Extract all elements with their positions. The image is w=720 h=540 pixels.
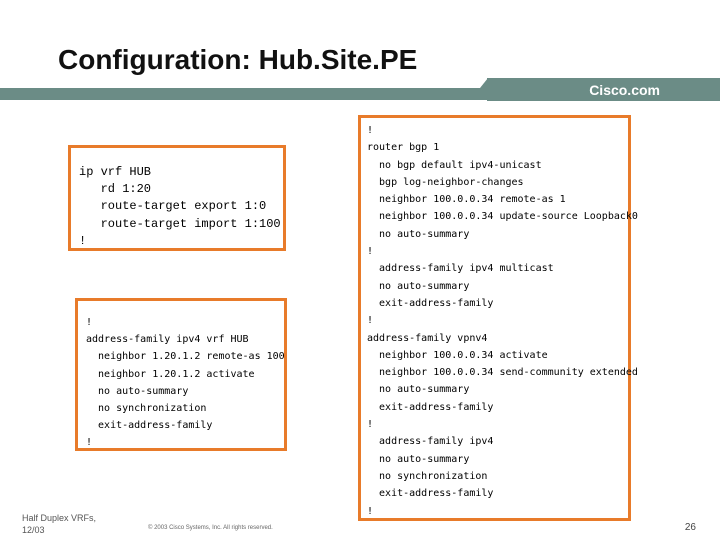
- vrf-config-code: ip vrf HUB rd 1:20 route-target export 1:0 route-target import 1:100 !: [79, 165, 281, 248]
- vrf-config-box: [68, 145, 286, 251]
- footer-copyright: © 2003 Cisco Systems, Inc. All rights reserved.: [148, 525, 273, 531]
- footer-date: 12/03: [22, 525, 45, 535]
- brand-label: Cisco.com: [589, 82, 660, 98]
- header-band-left: [0, 88, 487, 100]
- footer-topic: Half Duplex VRFs,: [22, 513, 97, 523]
- slide-title: Configuration: Hub.Site.PE: [58, 44, 418, 75]
- bgp-config-code: ! router bgp 1 no bgp default ipv4-unicast bgp log-neighbor-changes neighbor 100.0.0.34 remote-as 1 neighbor 100.0.0.34 update-source Loopback0 no auto-summary ! address-family ipv4 multicast no auto-summary exit-address-family ! address-family vpnv4 neighbor 100.0.0.34 activate neighbor 100.0.0.34 send-community extended no auto-summary exit-address-family ! address-family ipv4 no auto-summary no synchronization exit-address-family !: [367, 125, 638, 517]
- bgp-config-box: [358, 115, 638, 521]
- address-family-config-box: [75, 298, 287, 451]
- page-number: 26: [684, 522, 696, 533]
- address-family-config-code: ! address-family ipv4 vrf HUB neighbor 1.20.1.2 remote-as 100 neighbor 1.20.1.2 activate no auto-summary no synchronization exit-address-family !: [86, 317, 285, 449]
- footer-left: [22, 512, 96, 536]
